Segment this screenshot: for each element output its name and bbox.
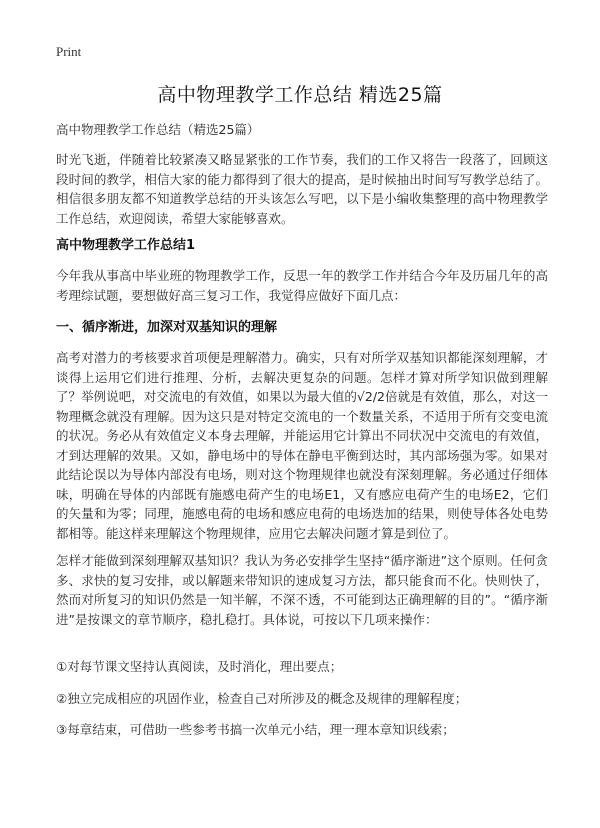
- section-intro-paragraph: 今年我从事高中毕业班的物理教学工作，反思一年的教学工作并结合今年及历届几年的高考理综试题，要想做好高三复习工作，我觉得应做好下面几点：: [56, 268, 548, 303]
- list-item: ③每章结束，可借助一些参考书搞一次单元小结，理一理本章知识线索；: [56, 722, 455, 737]
- list-item: ②独立完成相应的巩固作业，检查自己对所涉及的概念及规律的理解程度；: [56, 691, 468, 706]
- body-paragraph-2: 怎样才能做到深刻理解双基知识？我认为务必安排学生坚持“循序渐进”这个原则。任何贪多、求快的复习安排，或以解题来带知识的速成复习方法，都只能食而不化。快则快了，然而对所复习的知识仍然是一知半解，不深不透，不可能到达正确理解的目的”。“循序渐进”是按课文的章节顺序，稳扎稳打。具体说，可按以下几项来操作：: [56, 553, 548, 627]
- print-label[interactable]: Print: [56, 44, 82, 59]
- list-item: ①对每节课文坚持认真阅读，及时消化，理出要点；: [56, 659, 343, 674]
- document-title: 高中物理教学工作总结 精选25篇: [157, 84, 443, 106]
- body-paragraph-1: 高考对潜力的考核要求首项便是理解潜力。确实，只有对所学双基知识都能深刻理解，才谈得上运用它们进行推理、分析，去解决更复杂的问题。怎样才算对所学知识做到理解了？举例说吧，对交流电的有效值，如果以为最大值的√2/2倍就是有效值，那么，对这一物理概念就没有理解。因为这只是对特定交流电的一个数量关系，不适用于所有交变电流的状况。务必从有效值定义本身去理解，并能运用它计算出不同状况中交流电的有效值，才到达理解的效果。又如，静电场中的导体在静电平衡到达时，其内部场强为零。如果对此结论误以为导体内部没有电场，则对这个物理规律也就没有深刻理解。务必通过仔细体味，明确在导体的内部既有施感电荷产生的电场E1，又有感应电荷产生的电场E2，它们的矢量和为零；同理，施感电荷的电场和感应电荷的电场迭加的结果，则使导体各处电势都相等。能这样来理解这个物理规律，应用它去解决问题才算是到位了。: [56, 350, 548, 541]
- point-heading: 一、循序渐进，加深对双基知识的理解: [56, 320, 278, 335]
- document-subtitle: 高中物理教学工作总结（精选25篇）: [56, 122, 260, 137]
- intro-paragraph: 时光飞逝，伴随着比较紧凑又略显紧张的工作节奏，我们的工作又将告一段落了，回顾这段时间的教学，相信大家的能力都得到了很大的提高，是时候抽出时间写写教学总结了。相信很多朋友都不知道教学总结的开头该怎么写吧，以下是小编收集整理的高中物理教学工作总结，欢迎阅读，希望大家能够喜欢。: [56, 152, 548, 226]
- section-heading: 高中物理教学工作总结1: [56, 238, 196, 253]
